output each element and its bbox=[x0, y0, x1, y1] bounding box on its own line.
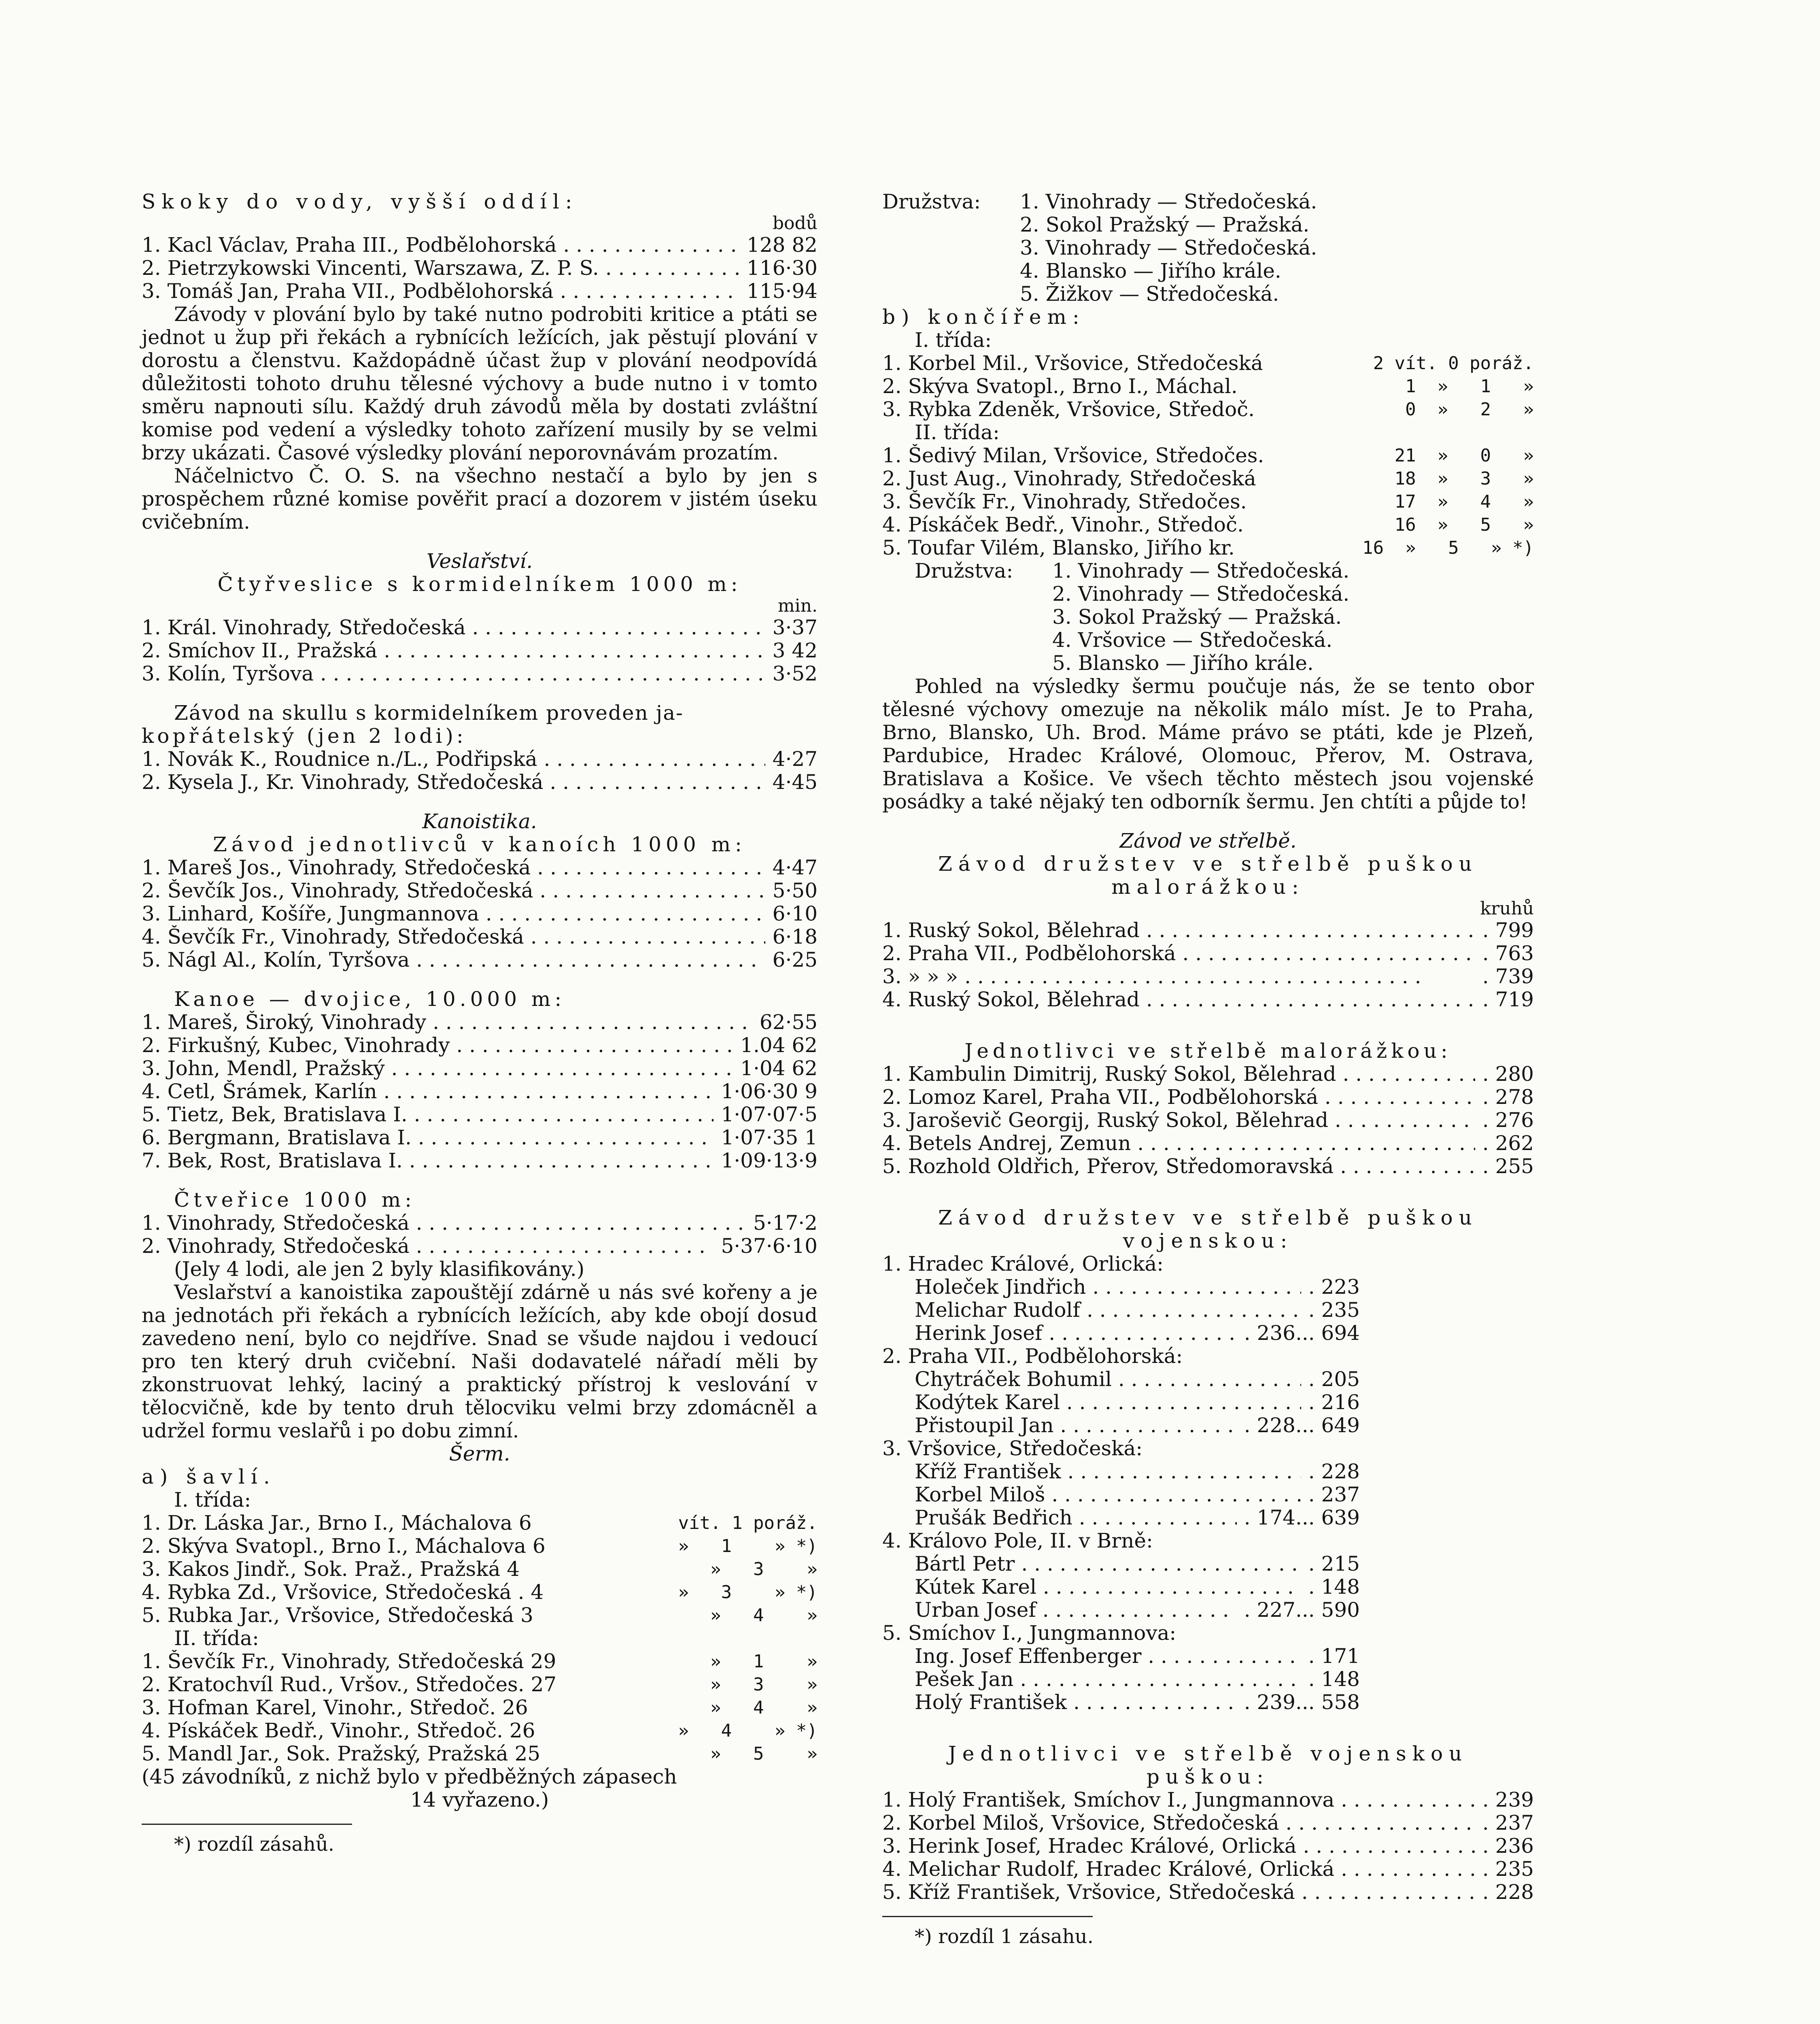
result-row-text: 3. Linhard, Košíře, Jungmannova . . . bbox=[142, 902, 765, 925]
member-row bbox=[882, 1599, 1360, 1622]
result-row-text: 1. Holý František, Smíchov I., Jungmannova . . . bbox=[882, 1788, 1475, 1811]
result-row bbox=[142, 639, 818, 662]
sabre-class-2-results bbox=[142, 1650, 818, 1765]
team-name: 5. Smíchov I., Jungmannova: bbox=[882, 1621, 1177, 1645]
quad-results bbox=[142, 1212, 818, 1258]
result-row bbox=[142, 616, 818, 639]
teams-block-2 bbox=[882, 559, 1534, 675]
foil-heading: b) končířem: bbox=[882, 305, 1085, 329]
dive-results bbox=[142, 234, 818, 303]
cos-paragraph: Náčelnictvo Č. O. S. na všechno nestačí a bylo by jen s prospěchem různé komise pověřit prací a dozorem v jistém úseku cvičebním. bbox=[142, 464, 818, 534]
result-row-text: 2. Firkušný, Kubec, Vinohrady . . . bbox=[142, 1034, 733, 1057]
score-row-text: 2. Skýva Svatopl., Brno I., Máchalova 6 bbox=[142, 1535, 546, 1558]
right-footnote: *) rozdíl 1 zásahu. bbox=[915, 1925, 1094, 1948]
member-row-text: Bártl Petr . . . bbox=[915, 1552, 1301, 1575]
result-row bbox=[142, 1235, 818, 1258]
score-row bbox=[882, 513, 1534, 536]
result-row-value: 4·45 bbox=[772, 770, 818, 794]
result-row-text: 3. Kolín, Tyršova . . . bbox=[142, 662, 765, 685]
result-row-text: 1. Král. Vinohrady, Středočeská . . . bbox=[142, 616, 765, 639]
score-row bbox=[882, 467, 1534, 490]
member-row-value: . 236... 694 bbox=[1244, 1321, 1360, 1345]
small-individual-heading: Jednotlivci ve střelbě malorážkou: bbox=[964, 1039, 1452, 1063]
member-row-text: Korbel Miloš . . . bbox=[915, 1483, 1301, 1506]
member-row bbox=[882, 1575, 1360, 1599]
military-individual-heading-2: puškou: bbox=[1146, 1765, 1270, 1788]
result-row-text: 2. Vinohrady, Středočeská . . . bbox=[142, 1235, 714, 1258]
member-row-text: Herink Josef . . . bbox=[915, 1322, 1237, 1345]
member-row-text: Přistoupil Jan . . . bbox=[915, 1414, 1237, 1437]
result-row bbox=[142, 771, 818, 794]
result-row-text: 3. » » » . . . bbox=[882, 965, 1475, 988]
result-row-text: 4. Ruský Sokol, Bělehrad . . . bbox=[882, 988, 1475, 1011]
military-team-heading-1: Závod družstev ve střelbě puškou bbox=[938, 1206, 1478, 1229]
team-name: 4. Královo Pole, II. v Brně: bbox=[882, 1529, 1153, 1552]
list-item: 5. Blansko — Jiřího krále. bbox=[1052, 651, 1314, 675]
result-row bbox=[142, 234, 818, 257]
result-row-text: 2. Praha VII., Podbělohorská . . . bbox=[882, 942, 1475, 965]
result-row-value: 116·30 bbox=[747, 256, 818, 280]
member-row-text: Holý František . . . bbox=[915, 1691, 1237, 1714]
result-row-value: 5·50 bbox=[772, 879, 818, 902]
foil-class-1-results bbox=[882, 352, 1534, 421]
result-row-value: . 262 bbox=[1482, 1131, 1534, 1155]
score-row-value: » 4 » *) bbox=[678, 1720, 818, 1741]
member-row-value: . 205 bbox=[1308, 1367, 1360, 1391]
quad-heading: Čtveřice 1000 m: bbox=[174, 1188, 416, 1212]
fencing-title: Šerm. bbox=[449, 1442, 510, 1465]
result-row-text: 3. Jaroševič Georgij, Ruský Sokol, Bělehrad . . . bbox=[882, 1109, 1475, 1132]
score-row-text: 3. Kakos Jindř., Sok. Praž., Pražská 4 bbox=[142, 1558, 520, 1581]
result-row bbox=[142, 1126, 818, 1149]
result-row-text: 3. John, Mendl, Pražský . . . bbox=[142, 1057, 733, 1080]
result-row bbox=[142, 1103, 818, 1126]
result-row-text: 1. Ruský Sokol, Bělehrad . . . bbox=[882, 919, 1475, 942]
result-row-value: 3·52 bbox=[772, 662, 818, 685]
result-row bbox=[882, 1063, 1534, 1086]
result-row bbox=[142, 925, 818, 948]
result-row-value: 1·04 62 bbox=[740, 1057, 818, 1080]
result-row bbox=[882, 1132, 1534, 1155]
score-row bbox=[882, 444, 1534, 467]
result-row-value: . 237 bbox=[1482, 1811, 1534, 1835]
member-row bbox=[882, 1322, 1360, 1345]
score-row-value: 21 » 0 » bbox=[1394, 445, 1534, 466]
military-individual-heading-1: Jednotlivci ve střelbě vojenskou bbox=[948, 1742, 1468, 1765]
member-row bbox=[882, 1460, 1360, 1483]
result-row-value: . 239 bbox=[1482, 1788, 1534, 1811]
member-row bbox=[882, 1414, 1360, 1437]
canoe-title: Kanoistika. bbox=[422, 810, 537, 833]
four-unit: min. bbox=[777, 595, 818, 616]
member-row-value: . 216 bbox=[1308, 1390, 1360, 1414]
result-row-text: 4. Betels Andrej, Zemun . . . bbox=[882, 1132, 1475, 1155]
list-item: 3. Sokol Pražský — Pražská. bbox=[1052, 605, 1342, 629]
score-row-value: » 3 » bbox=[710, 1559, 818, 1580]
score-row bbox=[142, 1719, 818, 1742]
teams-list-1 bbox=[1020, 190, 1317, 306]
score-row-text: 2. Kratochvíl Rud., Vršov., Středočes. 27 bbox=[142, 1673, 557, 1696]
score-row-value: 16 » 5 » bbox=[1394, 515, 1534, 535]
member-row bbox=[882, 1299, 1360, 1322]
skull-results bbox=[142, 748, 818, 794]
result-row bbox=[882, 965, 1534, 988]
skull-heading-2: kopřátelský (jen 2 lodi): bbox=[142, 724, 467, 748]
result-row-value: . 255 bbox=[1482, 1154, 1534, 1178]
list-item: 2. Sokol Pražský — Pražská. bbox=[1020, 213, 1310, 236]
score-row-value: » 1 » *) bbox=[678, 1536, 818, 1556]
score-row bbox=[142, 1604, 818, 1627]
four-results bbox=[142, 616, 818, 685]
score-row bbox=[142, 1581, 818, 1604]
result-row bbox=[882, 942, 1534, 965]
result-row-value: . 799 bbox=[1482, 918, 1534, 942]
score-row bbox=[142, 1558, 818, 1581]
list-item: 4. Blansko — Jiřího krále. bbox=[1020, 259, 1281, 283]
member-row-text: Holeček Jindřich . . . bbox=[915, 1276, 1301, 1299]
result-row bbox=[142, 1057, 818, 1080]
score-row-text: 4. Rybka Zd., Vršovice, Středočeská . 4 bbox=[142, 1581, 544, 1604]
left-column bbox=[142, 190, 818, 1856]
score-row-text: 3. Ševčík Fr., Vinohrady, Středočes. bbox=[882, 490, 1247, 513]
member-row bbox=[882, 1552, 1360, 1575]
member-row-text: Melichar Rudolf . . . bbox=[915, 1299, 1301, 1322]
result-row bbox=[142, 1212, 818, 1235]
team-name: 3. Vršovice, Středočeská: bbox=[882, 1437, 1143, 1460]
result-row-value: 5·37·6·10 bbox=[721, 1234, 818, 1258]
result-row-value: . 235 bbox=[1482, 1857, 1534, 1881]
rowing-title: Veslařství. bbox=[426, 549, 533, 573]
score-row-value: » 3 » bbox=[710, 1674, 818, 1695]
result-row-value: . 719 bbox=[1482, 988, 1534, 1011]
result-row-text: 4. Ševčík Fr., Vinohrady, Středočeská . . . bbox=[142, 925, 765, 948]
result-row-value: 3 42 bbox=[772, 639, 818, 662]
small-individual-results bbox=[882, 1063, 1534, 1178]
member-row bbox=[882, 1368, 1360, 1391]
score-row bbox=[142, 1696, 818, 1719]
result-row-value: 115·94 bbox=[747, 279, 818, 303]
score-row-text: 2. Just Aug., Vinohrady, Středočeská bbox=[882, 467, 1256, 490]
member-row-text: Pešek Jan . . . bbox=[915, 1668, 1301, 1691]
result-row bbox=[882, 1858, 1534, 1881]
footnote-rule-right bbox=[882, 1916, 1093, 1917]
member-row-text: Ing. Josef Effenberger . . . bbox=[915, 1645, 1301, 1668]
result-row bbox=[142, 1080, 818, 1103]
result-row bbox=[142, 1149, 818, 1172]
member-row bbox=[882, 1483, 1360, 1506]
result-row bbox=[142, 1034, 818, 1057]
result-row-text: 5. Kříž František, Vršovice, Středočeská . . . bbox=[882, 1881, 1475, 1904]
score-row-value: » 1 » bbox=[710, 1651, 818, 1672]
member-row bbox=[882, 1506, 1360, 1529]
result-row-text: 1. Kacl Václav, Praha III., Podbělohorská . . . bbox=[142, 234, 739, 257]
team-name: 1. Hradec Králové, Orlická: bbox=[882, 1252, 1164, 1276]
result-row-value: 1.04 62 bbox=[740, 1033, 818, 1057]
result-row-value: 1·06·30 9 bbox=[721, 1080, 818, 1103]
result-row bbox=[882, 1788, 1534, 1811]
result-row-text: 5. Tietz, Bek, Bratislava I. . . . bbox=[142, 1103, 714, 1126]
dive-unit: bodů bbox=[772, 213, 818, 234]
score-row-text: 2. Skýva Svatopl., Brno I., Máchal. bbox=[882, 375, 1238, 398]
score-row-value: » 4 » bbox=[710, 1697, 818, 1718]
result-row bbox=[882, 1086, 1534, 1109]
score-row-text: 4. Pískáček Bedř., Vinohr., Středoč. 26 bbox=[142, 1719, 535, 1742]
score-row bbox=[142, 1650, 818, 1673]
foil-class-1: I. třída: bbox=[915, 328, 992, 352]
military-individual-results bbox=[882, 1788, 1534, 1904]
small-team-heading-1: Závod družstev ve střelbě puškou bbox=[938, 852, 1478, 876]
military-team-results bbox=[882, 1252, 1534, 1714]
result-row-value: . 763 bbox=[1482, 942, 1534, 965]
score-row bbox=[142, 1512, 818, 1535]
four-heading: Čtyřveslice s kormidelníkem 1000 m: bbox=[217, 572, 742, 596]
result-row-text: 7. Bek, Rost, Bratislava I. . . . bbox=[142, 1149, 714, 1172]
member-row-value: . 239... 558 bbox=[1244, 1690, 1360, 1714]
member-row-text: Urban Josef . . . bbox=[915, 1599, 1237, 1622]
score-row bbox=[882, 490, 1534, 513]
score-row-text: 1. Korbel Mil., Vršovice, Středočeská bbox=[882, 352, 1263, 375]
result-row-text: 4. Cetl, Šrámek, Karlín . . . bbox=[142, 1080, 714, 1103]
result-row-value: . 278 bbox=[1482, 1085, 1534, 1109]
result-row bbox=[142, 948, 818, 972]
member-row-value: . 223 bbox=[1308, 1275, 1360, 1299]
list-item: 2. Vinohrady — Středočeská. bbox=[1052, 582, 1350, 606]
result-row-text: 5. Nágl Al., Kolín, Tyršova . . . bbox=[142, 948, 765, 972]
score-row-value: vít. 1 poráž. bbox=[678, 1513, 818, 1533]
member-row-value: . 227... 590 bbox=[1244, 1598, 1360, 1622]
score-row bbox=[882, 398, 1534, 421]
small-unit: kruhů bbox=[1480, 898, 1534, 919]
score-row-text: 4. Pískáček Bedř., Vinohr., Středoč. bbox=[882, 513, 1244, 536]
sabre-class-2: II. třída: bbox=[174, 1626, 259, 1650]
result-row bbox=[882, 988, 1534, 1011]
list-item: 4. Vršovice — Středočeská. bbox=[1052, 628, 1333, 652]
score-row bbox=[142, 1742, 818, 1765]
result-row bbox=[142, 879, 818, 902]
score-row-value: » 5 » bbox=[710, 1743, 818, 1764]
dive-heading: Skoky do vody, vyšší oddíl: bbox=[142, 190, 578, 213]
result-row-text: 2. Ševčík Jos., Vinohrady, Středočeská . . . bbox=[142, 879, 765, 902]
sabre-note-2: 14 vyřazeno.) bbox=[410, 1788, 549, 1811]
canoe-single-heading: Závod jednotlivců v kanoích 1000 m: bbox=[213, 833, 746, 856]
result-row bbox=[142, 1011, 818, 1034]
score-row-value: 16 » 5 » *) bbox=[1362, 538, 1534, 558]
skull-heading-1: Závod na skullu s kormidelníkem proveden ja- bbox=[174, 701, 684, 725]
member-row bbox=[882, 1668, 1360, 1691]
score-row bbox=[882, 352, 1534, 375]
canoe-double-heading: Kanoe — dvojice, 10.000 m: bbox=[174, 987, 566, 1011]
result-row bbox=[142, 257, 818, 280]
score-row bbox=[882, 536, 1534, 559]
member-row-text: Prušák Bedřich . . . bbox=[915, 1506, 1237, 1529]
member-row-text: Kříž František . . . bbox=[915, 1460, 1301, 1483]
right-column bbox=[882, 190, 1534, 1948]
result-row bbox=[882, 1835, 1534, 1858]
member-row bbox=[882, 1276, 1360, 1299]
score-row-text: 5. Toufar Vilém, Blansko, Jiřího kr. bbox=[882, 536, 1235, 559]
rowing-paragraph: Veslařství a kanoistika zapouštějí zdárně u nás své kořeny a je na jednotách při řekách a rybnících ležících, aby kde obojí dosud zavedeno není, bylo co nejdříve. Snad se všude najdou i vedoucí pro ten který druh cvičební. Naši dodavatelé nářadí měli by zkonstruovat lehký, laciný a praktický přístroj k veslování v tělocvičně, kde by tento druh tělocviku velmi brzy zdomácněl a udržel formu veslařů i po dobu zimní. bbox=[142, 1281, 818, 1442]
member-row-text: Kodýtek Karel . . . bbox=[915, 1391, 1301, 1414]
canoe-single-results bbox=[142, 856, 818, 972]
result-row-text: 1. Mareš, Široký, Vinohrady . . . bbox=[142, 1011, 752, 1034]
result-row-value: 62·55 bbox=[759, 1010, 818, 1034]
member-row-value: . 148 bbox=[1308, 1575, 1360, 1599]
score-row-text: 1. Ševčík Fr., Vinohrady, Středočeská 29 bbox=[142, 1650, 556, 1673]
foil-class-2-results bbox=[882, 444, 1534, 559]
sabre-heading: a) šavlí. bbox=[142, 1465, 276, 1488]
member-row-value: . 235 bbox=[1308, 1298, 1360, 1322]
score-row-text: 1. Šedivý Milan, Vršovice, Středočes. bbox=[882, 444, 1264, 467]
result-row bbox=[882, 1109, 1534, 1132]
result-row-value: 6·10 bbox=[772, 902, 818, 925]
result-row bbox=[882, 1155, 1534, 1178]
result-row-value: 3·37 bbox=[772, 616, 818, 639]
result-row bbox=[142, 748, 818, 771]
member-row-value: . 215 bbox=[1308, 1552, 1360, 1575]
member-row-value: . 237 bbox=[1308, 1483, 1360, 1506]
member-row-value: . 174... 639 bbox=[1244, 1506, 1360, 1529]
member-row-value: . 171 bbox=[1308, 1644, 1360, 1668]
small-team-heading-2: malorážkou: bbox=[1111, 875, 1305, 899]
teams-label-2: Družstva: bbox=[915, 559, 1013, 583]
canoe-double-results bbox=[142, 1011, 818, 1172]
result-row-value: . 236 bbox=[1482, 1834, 1534, 1858]
member-row bbox=[882, 1645, 1360, 1668]
score-row-text: 3. Rybka Zdeněk, Vršovice, Středoč. bbox=[882, 398, 1255, 421]
result-row-value: 5·17·2 bbox=[753, 1211, 818, 1235]
result-row bbox=[142, 280, 818, 303]
team-name: 2. Praha VII., Podbělohorská: bbox=[882, 1344, 1183, 1368]
teams-label: Družstva: bbox=[882, 190, 981, 213]
score-row-value: 0 » 2 » bbox=[1405, 399, 1534, 420]
score-row bbox=[142, 1673, 818, 1696]
result-row-text: 3. Tomáš Jan, Praha VII., Podbělohorská . . . bbox=[142, 280, 739, 303]
result-row-value: 1·07·07·5 bbox=[721, 1103, 818, 1126]
result-row-value: 4·27 bbox=[772, 747, 818, 771]
score-row-text: 1. Dr. Láska Jar., Brno I., Máchalova 6 bbox=[142, 1512, 532, 1535]
result-row-value: . 280 bbox=[1482, 1062, 1534, 1086]
result-row-text: 1. Mareš Jos., Vinohrady, Středočeská . . . bbox=[142, 856, 765, 879]
result-row bbox=[142, 902, 818, 925]
member-row-value: . 228 bbox=[1308, 1460, 1360, 1483]
result-row-value: 4·47 bbox=[772, 856, 818, 879]
member-row bbox=[882, 1691, 1360, 1714]
result-row-text: 2. Smíchov II., Pražská . . . bbox=[142, 639, 765, 662]
result-row-value: 6·25 bbox=[772, 948, 818, 972]
result-row-value: 6·18 bbox=[772, 925, 818, 948]
foil-class-2: II. třída: bbox=[915, 421, 1000, 444]
result-row bbox=[142, 856, 818, 879]
score-row bbox=[142, 1535, 818, 1558]
result-row-text: 6. Bergmann, Bratislava I. . . . bbox=[142, 1126, 714, 1149]
teams-block-1 bbox=[882, 190, 1534, 306]
result-row-text: 3. Herink Josef, Hradec Králové, Orlická . . . bbox=[882, 1835, 1475, 1858]
result-row bbox=[882, 1881, 1534, 1904]
member-row bbox=[882, 1391, 1360, 1414]
score-row-text: 3. Hofman Karel, Vinohr., Středoč. 26 bbox=[142, 1696, 528, 1719]
result-row-text: 1. Kambulin Dimitrij, Ruský Sokol, Bělehrad . . . bbox=[882, 1063, 1475, 1086]
result-row bbox=[142, 662, 818, 685]
list-item: 5. Žižkov — Středočeská. bbox=[1020, 282, 1279, 306]
quad-note: (Jely 4 lodi, ale jen 2 byly klasifikovány.) bbox=[174, 1257, 585, 1281]
swim-paragraph: Závody v plování bylo by také nutno podrobiti kritice a ptáti se jednot u žup při řekách a rybnících ležících, jak pěstují plování v dorostu a členstvu. Každopádně účast žup v plování neodpovídá důležitosti tohoto druhu tělesné výchovy a bude nutno i v tomto směru napnouti sílu. Každý druh závodů měla by dostati zvláštní komise pod vedení a výsledky tohoto zařízení musily by se velmi brzy ukázati. Časové výsledky plování neporovnávám prozatím. bbox=[142, 303, 818, 464]
result-row-value: . 228 bbox=[1482, 1880, 1534, 1904]
score-row-value: 1 » 1 » bbox=[1405, 376, 1534, 397]
score-row bbox=[882, 375, 1534, 398]
sabre-class-1-results bbox=[142, 1512, 818, 1627]
sabre-note-1: (45 závodníků, z nichž bylo v předběžných zápasech bbox=[142, 1765, 677, 1788]
result-row-text: 2. Kysela J., Kr. Vinohrady, Středočeská . . . bbox=[142, 771, 765, 794]
result-row-value: . 739 bbox=[1482, 965, 1534, 988]
teams-list-2 bbox=[1052, 559, 1349, 675]
sabre-class-1: I. třída: bbox=[174, 1488, 251, 1512]
list-item: 1. Vinohrady — Středočeská. bbox=[1052, 559, 1350, 583]
result-row-text: 5. Rozhold Oldřich, Přerov, Středomoravská . . . bbox=[882, 1155, 1475, 1178]
result-row-text: 1. Vinohrady, Středočeská . . . bbox=[142, 1212, 746, 1235]
result-row-text: 1. Novák K., Roudnice n./L., Podřipská . . . bbox=[142, 748, 765, 771]
result-row-value: 128 82 bbox=[747, 233, 818, 257]
result-row-text: 2. Lomoz Karel, Praha VII., Podbělohorská . . . bbox=[882, 1086, 1475, 1109]
result-row-value: 1·09·13·9 bbox=[721, 1149, 818, 1172]
score-row-value: 18 » 3 » bbox=[1394, 468, 1534, 489]
left-footnote: *) rozdíl zásahů. bbox=[174, 1833, 335, 1856]
list-item: 1. Vinohrady — Středočeská. bbox=[1020, 190, 1317, 213]
score-row-text: 5. Rubka Jar., Vršovice, Středočeská 3 bbox=[142, 1604, 533, 1627]
score-row-text: 5. Mandl Jar., Sok. Pražský, Pražská 25 bbox=[142, 1742, 541, 1765]
small-team-results bbox=[882, 919, 1534, 1011]
result-row-text: 4. Melichar Rudolf, Hradec Králové, Orlická . . . bbox=[882, 1858, 1475, 1881]
result-row-value: . 276 bbox=[1482, 1108, 1534, 1132]
score-row-value: » 3 » *) bbox=[678, 1582, 818, 1603]
result-row-text: 2. Pietrzykowski Vincenti, Warszawa, Z. P. S. . . . bbox=[142, 257, 739, 280]
member-row-text: Chytráček Bohumil . . . bbox=[915, 1368, 1301, 1391]
member-row-value: . 228... 649 bbox=[1244, 1414, 1360, 1437]
member-row-text: Kútek Karel . . . bbox=[915, 1575, 1301, 1599]
member-row-value: . 148 bbox=[1308, 1667, 1360, 1691]
result-row bbox=[882, 919, 1534, 942]
score-row-value: 2 vít. 0 poráž. bbox=[1373, 353, 1534, 374]
result-row-text: 2. Korbel Miloš, Vršovice, Středočeská . . . bbox=[882, 1811, 1475, 1835]
result-row-value: 1·07·35 1 bbox=[721, 1126, 818, 1149]
result-row bbox=[882, 1811, 1534, 1835]
footnote-rule bbox=[142, 1824, 352, 1825]
shooting-title: Závod ve střelbě. bbox=[1119, 829, 1297, 853]
score-row-value: 17 » 4 » bbox=[1394, 491, 1534, 512]
military-team-heading-2: vojenskou: bbox=[1123, 1229, 1293, 1252]
list-item: 3. Vinohrady — Středočeská. bbox=[1020, 236, 1317, 259]
score-row-value: » 4 » bbox=[710, 1605, 818, 1626]
fencing-paragraph: Pohled na výsledky šermu poučuje nás, že se tento obor tělesné výchovy omezuje na několik málo míst. Je to Praha, Brno, Blansko, Uh. Brod. Máme právo se ptáti, kde je Plzeň, Pardubice, Hradec Králové, Olomouc, Přerov, M. Ostrava, Bratislava a Košice. Ve všech těchto městech jsou vojenské posádky a také nějaký ten odborník šermu. Jen chtíti a půjde to! bbox=[882, 675, 1534, 813]
